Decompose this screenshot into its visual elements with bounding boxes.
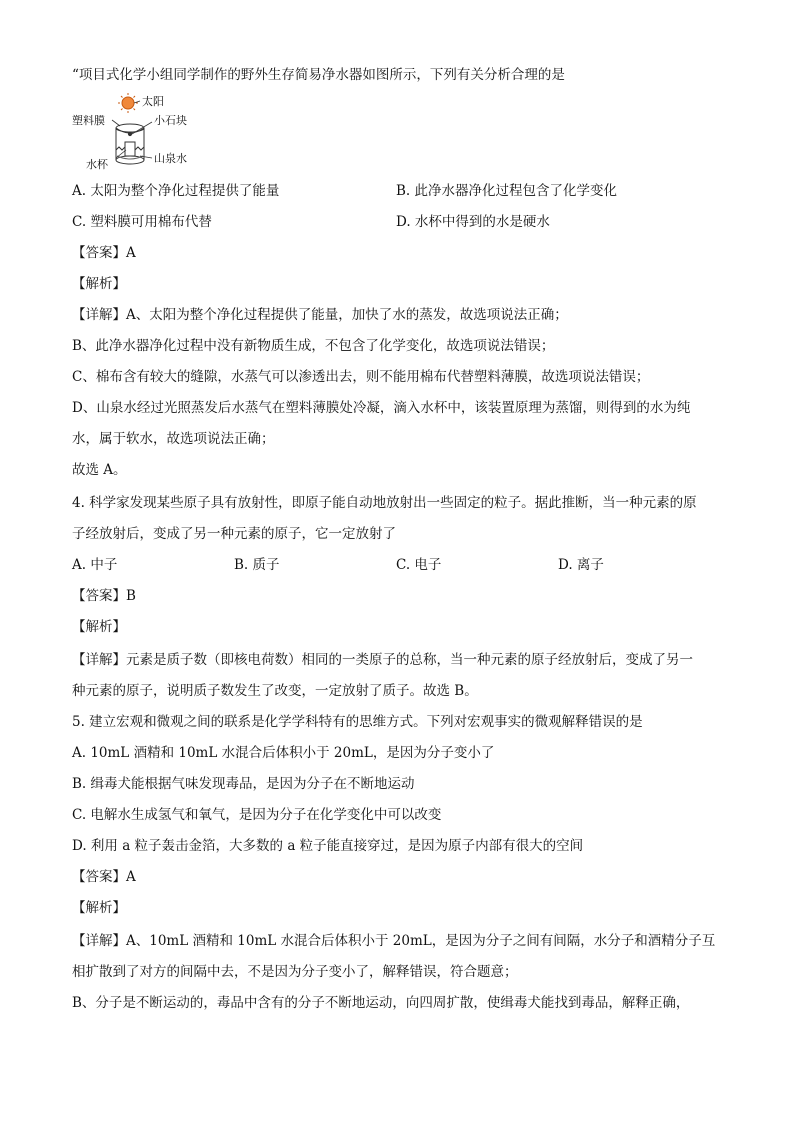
- q5-detail-line: 【详解】A、10mL 酒精和 10mL 水混合后体积小于 20mL，是因为分子之间有间隔，水分子和酒精分子互: [72, 933, 716, 949]
- q4-analysis-title: 【解析】: [72, 619, 126, 635]
- q3-detail-line: D、山泉水经过光照蒸发后水蒸气在塑料薄膜处冷凝，滴入水杯中，该装置原理为蒸馏，则得到的水为纯: [72, 400, 691, 416]
- container-icon: [116, 124, 144, 164]
- q3-answer: 【答案】A: [72, 245, 136, 261]
- q3-detail-line: B、此净水器净化过程中没有新物质生成，不包含了化学变化，故选项说法错误；: [72, 338, 555, 354]
- q3-stem: “项目式化学小组同学制作的野外生存简易净水器如图所示，下列有关分析合理的是: [72, 67, 565, 83]
- q3-detail-line: 【详解】A、太阳为整个净化过程提供了能量，加快了水的蒸发，故选项说法正确；: [72, 307, 568, 323]
- q5-detail-line: 相扩散到了对方的间隔中去，不是因为分子变小了，解释错误，符合题意；: [72, 964, 518, 980]
- q4-option-a: A. 中子: [72, 557, 118, 573]
- q4-option-d: D. 离子: [558, 557, 604, 573]
- q5-detail-line: B、分子是不断运动的，毒品中含有的分子不断地运动，向四周扩散，使缉毒犬能找到毒品，解释正确，: [72, 995, 690, 1011]
- q5-option-a: A. 10mL 酒精和 10mL 水混合后体积小于 20mL，是因为分子变小了: [72, 745, 495, 761]
- q3-option-d: D. 水杯中得到的水是硬水: [396, 214, 550, 230]
- q5-answer: 【答案】A: [72, 869, 136, 885]
- q4-option-c: C. 电子: [396, 557, 442, 573]
- q5-option-c: C. 电解水生成氢气和氧气，是因为分子在化学变化中可以改变: [72, 807, 442, 823]
- q4-option-b: B. 质子: [234, 557, 280, 573]
- figure-label-cup: 水杯: [86, 158, 108, 171]
- q5-option-b: B. 缉毒犬能根据气味发现毒品，是因为分子在不断地运动: [72, 776, 415, 792]
- q3-detail-line: C、棉布含有较大的缝隙，水蒸气可以渗透出去，则不能用棉布代替塑料薄膜，故选项说法错误；: [72, 369, 650, 385]
- q4-stem-line: 4. 科学家发现某些原子具有放射性，即原子能自动地放射出一些固定的粒子。据此推断，当一种元素的原: [72, 495, 697, 511]
- q5-stem: 5. 建立宏观和微观之间的联系是化学学科特有的思维方式。下列对宏观事实的微观解释错误的是: [72, 714, 643, 730]
- q3-detail-line: 水，属于软水，故选项说法正确；: [72, 431, 275, 447]
- q5-analysis-title: 【解析】: [72, 900, 126, 916]
- q3-option-c: C. 塑料膜可用棉布代替: [72, 214, 212, 230]
- q3-analysis-title: 【解析】: [72, 276, 126, 292]
- q5-option-d: D. 利用 a 粒子轰击金箔，大多数的 a 粒子能直接穿过，是因为原子内部有很大的空间: [72, 838, 584, 854]
- q3-option-b: B. 此净水器净化过程包含了化学变化: [396, 183, 618, 199]
- figure-label-stone: 小石块: [154, 114, 187, 127]
- q3-option-a: A. 太阳为整个净化过程提供了能量: [72, 183, 280, 199]
- q4-detail-line: 种元素的原子，说明质子数发生了改变，一定放射了质子。故选 B。: [72, 683, 478, 699]
- q3-detail-line: 故选 A。: [72, 462, 127, 478]
- q4-detail-line: 【详解】元素是质子数（即核电荷数）相同的一类原子的总称，当一种元素的原子经放射后，变成了另一: [72, 652, 693, 668]
- figure-label-film: 塑料膜: [72, 114, 105, 127]
- figure-label-water: 山泉水: [154, 152, 187, 165]
- q4-stem-line: 子经放射后，变成了另一种元素的原子，它一定放射了: [72, 526, 396, 542]
- q4-answer: 【答案】B: [72, 588, 136, 604]
- figure-label-sun: 太阳: [142, 95, 164, 108]
